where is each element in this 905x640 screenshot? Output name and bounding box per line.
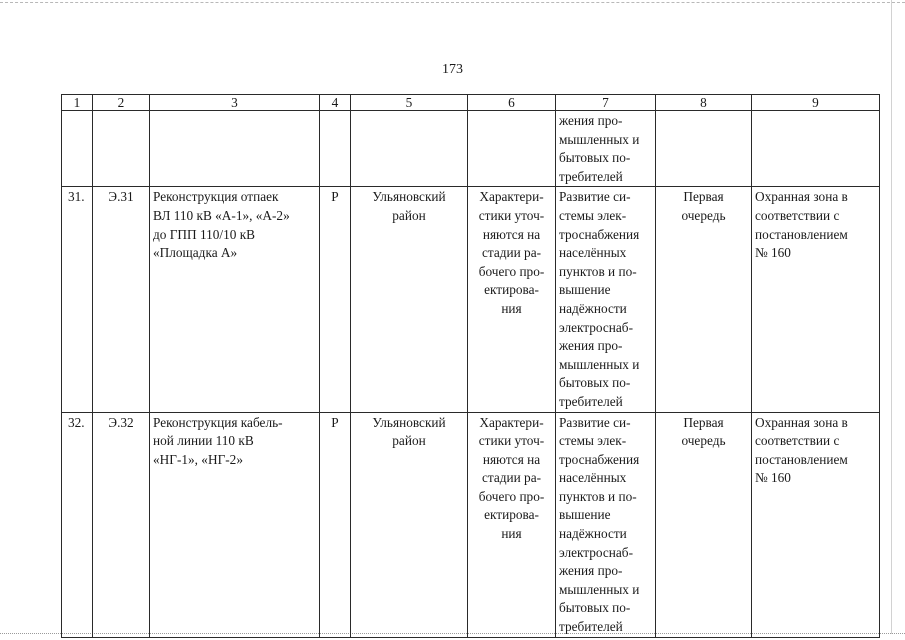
cell-empty <box>351 111 468 187</box>
cell-code: Э.31 <box>93 187 150 412</box>
header-col-4: 4 <box>320 95 351 111</box>
cell-object-name: Реконструкция отпаек ВЛ 110 кВ «А-1», «А-2» до ГПП 110/10 кВ «Площадка А» <box>150 187 320 412</box>
header-col-9: 9 <box>752 95 880 111</box>
scan-edge-right <box>891 0 892 634</box>
cell-purpose: Развитие си- стемы элек- троснабжения населённых пунктов и по- вышение надёжности электроснаб- жения про- мышленных и бытовых по- требителей <box>556 187 656 412</box>
cell-row-number: 32. <box>62 412 93 637</box>
table-header-row <box>62 95 880 111</box>
cell-row-number: 31. <box>62 187 93 412</box>
header-col-3: 3 <box>150 95 320 111</box>
header-col-8: 8 <box>656 95 752 111</box>
data-table <box>61 94 880 638</box>
cell-empty <box>752 111 880 187</box>
cell-protection-zone: Охранная зона в соответствии с постановлением № 160 <box>752 187 880 412</box>
header-col-2: 2 <box>93 95 150 111</box>
cell-location: Ульяновский район <box>351 412 468 637</box>
cell-stage: Первая очередь <box>656 412 752 637</box>
cell-characteristics: Характери- стики уточ- няются на стадии ра- бочего про- ектирова- ния <box>468 412 556 637</box>
scan-edge-top <box>0 2 905 3</box>
cell-empty <box>62 111 93 187</box>
cell-stage: Первая очередь <box>656 187 752 412</box>
cell-status: Р <box>320 187 351 412</box>
cell-purpose: Развитие си- стемы элек- троснабжения населённых пунктов и по- вышение надёжности электроснаб- жения про- мышленных и бытовых по- требителей <box>556 412 656 637</box>
cell-empty <box>93 111 150 187</box>
cell-code: Э.32 <box>93 412 150 637</box>
header-col-6: 6 <box>468 95 556 111</box>
cell-empty <box>150 111 320 187</box>
table-row <box>62 187 880 412</box>
continuation-row <box>62 111 880 187</box>
cell-protection-zone: Охранная зона в соответствии с постановлением № 160 <box>752 412 880 637</box>
header-col-5: 5 <box>351 95 468 111</box>
header-col-7: 7 <box>556 95 656 111</box>
cell-empty <box>656 111 752 187</box>
cell-object-name: Реконструкция кабель- ной линии 110 кВ «НГ-1», «НГ-2» <box>150 412 320 637</box>
cell-location: Ульяновский район <box>351 187 468 412</box>
cell-characteristics: Характери- стики уточ- няются на стадии ра- бочего про- ектирова- ния <box>468 187 556 412</box>
cell-empty <box>468 111 556 187</box>
table-row <box>62 412 880 637</box>
cell-empty <box>320 111 351 187</box>
page-number: 173 <box>442 62 463 77</box>
cell-purpose-continuation: жения про- мышленных и бытовых по- требителей <box>556 111 656 187</box>
header-col-1: 1 <box>62 95 93 111</box>
cell-status: Р <box>320 412 351 637</box>
